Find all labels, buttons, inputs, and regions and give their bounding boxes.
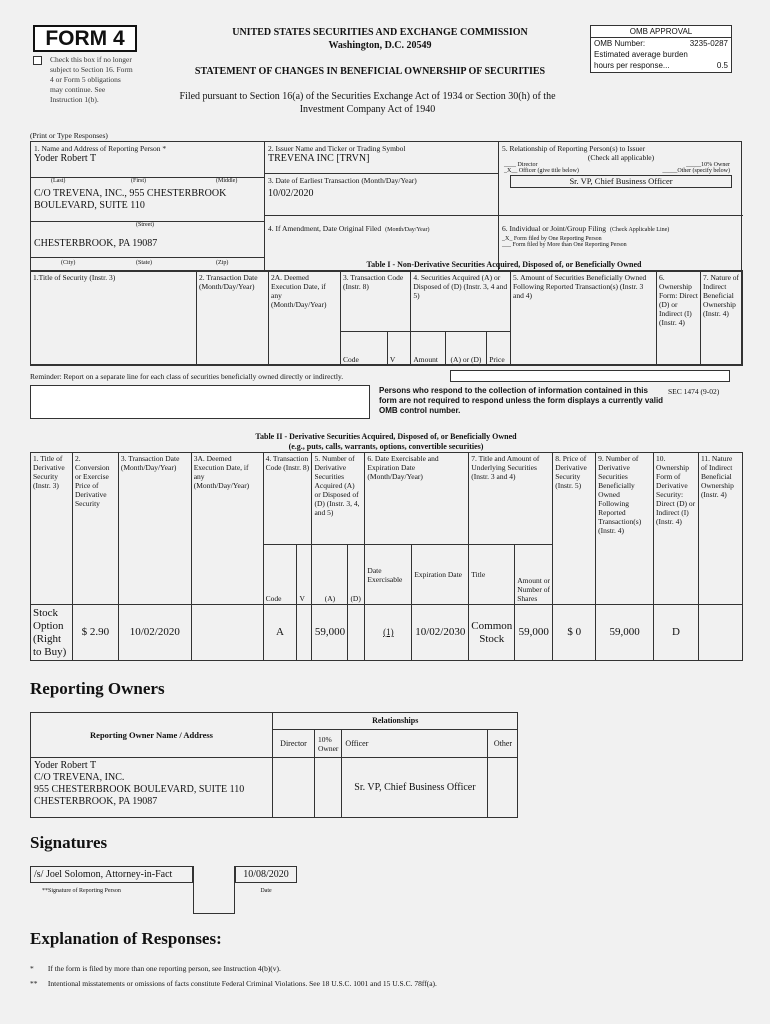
ro-owner-addr2: 955 CHESTERBROOK BOULEVARD, SUITE 110 (34, 784, 245, 795)
box3-label: 3. Date of Earliest Transaction (Month/Day/Year) (268, 176, 417, 185)
t1-col4: 4. Securities Acquired (A) or Disposed of (D) (Instr. 3, 4 and 5) (411, 272, 511, 332)
t1-code: Code (341, 332, 388, 366)
box1-csz (31, 258, 265, 271)
last-label: (Last) (51, 178, 66, 184)
signature-date-label: Date (260, 888, 272, 894)
reminder-box-left (30, 385, 370, 419)
box4-label-small: (Month/Day/Year) (385, 227, 430, 233)
row-deemed (191, 605, 263, 661)
t2-col3a: 3A. Deemed Execution Date, if any (Month/Day/Year) (191, 453, 263, 605)
signature-divider (193, 866, 235, 914)
box6-label-small: (Check Applicable Line) (609, 227, 670, 233)
omb-hours-row (591, 60, 731, 71)
box4-label: 4. If Amendment, Date Original Filed (268, 224, 382, 233)
t2-col9: 9. Number of Derivative Securities Beneficially Owned Following Reported Transaction(s) (Instr. 4) (596, 453, 654, 605)
table2-subtitle: (e.g., puts, calls, warrants, options, convertible securities) (288, 442, 484, 451)
reporting-owners-table (30, 712, 518, 818)
row-disposed (348, 605, 365, 661)
box1-label: 1. Name and Address of Reporting Person * (34, 144, 167, 153)
ro-tenpct-hdr: 10% Owner (315, 730, 342, 758)
reminder-box-right (450, 370, 730, 382)
table1-title: Table I - Non-Derivative Securities Acquired, Disposed of, or Beneficially Owned (265, 258, 743, 271)
issuer-name[interactable]: TREVENA INC [TRVN] (268, 153, 370, 164)
table-row (31, 605, 743, 661)
t1-col2a: 2A. Deemed Execution Date, if any (Month/Day/Year) (269, 272, 341, 366)
row-und-amount: 59,000 (515, 605, 553, 661)
footnote-2-mark: ** (30, 979, 38, 988)
state-label: (State) (136, 260, 152, 266)
t2-col6: 6. Date Exercisable and Expiration Date (Month/Day/Year) (365, 453, 469, 545)
omb-burden-label: Estimated average burden (594, 50, 688, 59)
table2-title: Table II - Derivative Securities Acquired, Disposed of, or Beneficially Owned (255, 432, 517, 441)
t1-price: Price (487, 332, 511, 366)
t1-col7: 7. Nature of Indirect Beneficial Ownership (Instr. 4) (701, 272, 743, 366)
signer-name: /s/ Joel Solomon, Attorney-in-Fact (30, 866, 193, 883)
box5-label: 5. Relationship of Reporting Person(s) to Issuer (502, 144, 646, 153)
reporter-street[interactable]: C/O TREVENA, INC., 955 CHESTERBROOK BOULEVARD, SUITE 110 (34, 188, 227, 211)
t1-col6: 6. Ownership Form: Direct (D) or Indirect (I) (Instr. 4) (657, 272, 701, 366)
ten-pct-option[interactable]: _____10% Owner (686, 162, 730, 168)
officer-title[interactable]: Sr. VP, Chief Business Officer (510, 175, 732, 188)
filing-more[interactable]: ___ Form filed by More than One Reporting Person (502, 242, 627, 248)
row-owned: 59,000 (596, 605, 654, 661)
t1-amount: Amount (411, 332, 445, 366)
table1-nonderivative (30, 271, 743, 366)
t2-col1: 1. Title of Derivative Security (Instr. 3) (31, 453, 73, 605)
box1-street (31, 178, 265, 222)
t1-col1: 1.Title of Security (Instr. 3) (31, 272, 197, 366)
reporter-city[interactable]: CHESTERBROOK, PA 19087 (34, 238, 158, 249)
ro-director-val (273, 758, 315, 818)
ro-other-hdr: Other (488, 730, 518, 758)
statement-title: STATEMENT OF CHANGES IN BENEFICIAL OWNERSHIP OF SECURITIES (194, 66, 546, 77)
other-option[interactable]: _____Other (specify below) (662, 168, 730, 174)
footnote-1 (30, 964, 281, 973)
ro-owner-addr1: C/O TREVENA, INC. (34, 772, 125, 783)
omb-title: OMB APPROVAL (591, 26, 731, 38)
omb-number: 3235-0287 (689, 39, 728, 48)
officer-option[interactable]: _X__ Officer (give title below) (504, 168, 579, 174)
sec-form-number: SEC 1474 (9-02) (668, 387, 720, 396)
form-title: FORM 4 (33, 25, 137, 52)
omb-hours-label: hours per response... (594, 61, 670, 70)
box1-name (31, 142, 265, 178)
box1-city (31, 222, 265, 258)
filed-line2: Investment Company Act of 1940 (299, 104, 436, 115)
ro-owner-name: Yoder Robert T (34, 760, 97, 771)
footnote-1-text: If the form is filed by more than one reporting person, see Instruction 4(b)(v). (47, 964, 281, 973)
table-row (31, 758, 518, 818)
t1-col5: 5. Amount of Securities Beneficially Owned Following Reported Transaction(s) (Instr. 3 and 4) (511, 272, 657, 366)
omb-approval-box (590, 25, 732, 73)
box2-issuer (265, 142, 499, 174)
city-label: (City) (61, 260, 76, 266)
footnote-link[interactable]: (1) (365, 605, 412, 661)
print-type-note: (Print or Type Responses) (30, 131, 108, 140)
ro-name-header: Reporting Owner Name / Address (31, 713, 273, 758)
t2-col5: 5. Number of Derivative Securities Acquired (A) or Disposed of (D) (Instr. 3, 4, and 5) (312, 453, 365, 545)
footnote-2-text: Intentional misstatements or omissions of facts constitute Federal Criminal Violations. See 18 U.S.C. 1001 and 15 U.S.C. 78ff(a). (47, 979, 437, 988)
t2-v: V (297, 545, 312, 605)
agency-name (170, 26, 590, 52)
row-nature (698, 605, 742, 661)
reminder-text: Reminder: Report on a separate line for each class of securities beneficially owned directly or indirectly. (30, 372, 344, 381)
t2-date-ex: Date Exercisable (365, 545, 412, 605)
row-expiration: 10/02/2030 (412, 605, 469, 661)
box5-sub: (Check all applicable) (587, 153, 655, 162)
agency-line1: UNITED STATES SECURITIES AND EXCHANGE COMMISSION (232, 27, 528, 38)
reporting-info-grid (30, 141, 742, 365)
table2-heading (30, 432, 742, 452)
ro-director-hdr: Director (273, 730, 315, 758)
middle-label: (Middle) (216, 178, 238, 184)
omb-number-row (591, 38, 731, 49)
ro-relationships: Relationships (273, 713, 518, 730)
omb-hours: 0.5 (716, 61, 728, 70)
signer-label: **Signature of Reporting Person (42, 888, 121, 894)
reporter-name[interactable]: Yoder Robert T (34, 153, 97, 164)
row-v (297, 605, 312, 661)
row-code: A (263, 605, 297, 661)
box3-date (265, 174, 499, 216)
t2-d: (D) (348, 545, 365, 605)
filed-line1: Filed pursuant to Section 16(a) of the Securities Exchange Act of 1934 or Section 30(h) of the (179, 91, 556, 102)
table2-derivative (30, 452, 743, 661)
t2-col7: 7. Title and Amount of Underlying Securities (Instr. 3 and 4) (469, 453, 553, 545)
explanation-heading: Explanation of Responses: (30, 929, 222, 948)
t2-title: Title (469, 545, 515, 605)
footnote-2 (30, 979, 437, 988)
earliest-date[interactable]: 10/02/2020 (268, 188, 314, 199)
ro-owner-addr3: CHESTERBROOK, PA 19087 (34, 796, 158, 807)
filing-one[interactable]: _X_ Form filed by One Reporting Person (502, 236, 602, 242)
ro-tenpct-val (315, 758, 342, 818)
box5-relationship (499, 142, 743, 216)
row-security: Stock Option (Right to Buy) (31, 605, 73, 661)
t2-col10: 10. Ownership Form of Derivative Security: Direct (D) or Indirect (I) (Instr. 4) (654, 453, 699, 605)
t2-amount: Amount or Number of Shares (515, 545, 553, 605)
persons-notice: Persons who respond to the collection of information contained in this form are not required to respond unless the form displays a currently valid OMB control number. (379, 386, 664, 415)
first-label: (First) (131, 178, 146, 184)
checkbox-label: Check this box if no longer subject to Section 16. Form 4 or Form 5 obligations may continue. See Instruction 1(b). (50, 55, 133, 104)
box6-label: 6. Individual or Joint/Group Filing (502, 224, 606, 233)
footnote-1-mark: * (30, 964, 34, 973)
ro-officer-val: Sr. VP, Chief Business Officer (342, 758, 488, 818)
ro-officer-hdr: Officer (342, 730, 488, 758)
t1-v: V (387, 332, 410, 366)
t2-col11: 11. Nature of Indirect Beneficial Ownership (Instr. 4) (698, 453, 742, 605)
t2-a: (A) (312, 545, 348, 605)
signature-date: 10/08/2020 (235, 866, 297, 883)
t2-col8: 8. Price of Derivative Security (Instr. 5) (553, 453, 596, 605)
omb-burden-row (591, 49, 731, 60)
agency-line2: Washington, D.C. 20549 (328, 40, 432, 51)
street-label: (Street) (136, 222, 154, 228)
director-option[interactable]: ____ Director (504, 162, 538, 168)
row-form: D (654, 605, 699, 661)
section16-checkbox[interactable] (33, 56, 42, 65)
t2-col4: 4. Transaction Code (Instr. 8) (263, 453, 312, 545)
signatures-heading: Signatures (30, 833, 108, 852)
ro-other-val (488, 758, 518, 818)
box2-label: 2. Issuer Name and Ticker or Trading Symbol (268, 144, 406, 153)
zip-label: (Zip) (216, 260, 229, 266)
filed-pursuant (140, 90, 595, 116)
reporting-owners-heading: Reporting Owners (30, 679, 165, 698)
row-date: 10/02/2020 (118, 605, 191, 661)
t2-exp: Expiration Date (412, 545, 469, 605)
omb-number-label: OMB Number: (594, 39, 646, 48)
t2-col2: 2. Conversion or Exercise Price of Derivative Security (72, 453, 118, 605)
row-und-title: Common Stock (469, 605, 515, 661)
ro-owner-cell (31, 758, 273, 818)
t1-col2: 2. Transaction Date (Month/Day/Year) (197, 272, 269, 366)
row-acquired: 59,000 (312, 605, 348, 661)
t1-aord: (A) or (D) (445, 332, 487, 366)
t2-col3: 3. Transaction Date (Month/Day/Year) (118, 453, 191, 605)
t2-code: Code (263, 545, 297, 605)
row-deriv-price: $ 0 (553, 605, 596, 661)
row-conv-price: $ 2.90 (72, 605, 118, 661)
t1-col3: 3. Transaction Code (Instr. 8) (341, 272, 411, 332)
